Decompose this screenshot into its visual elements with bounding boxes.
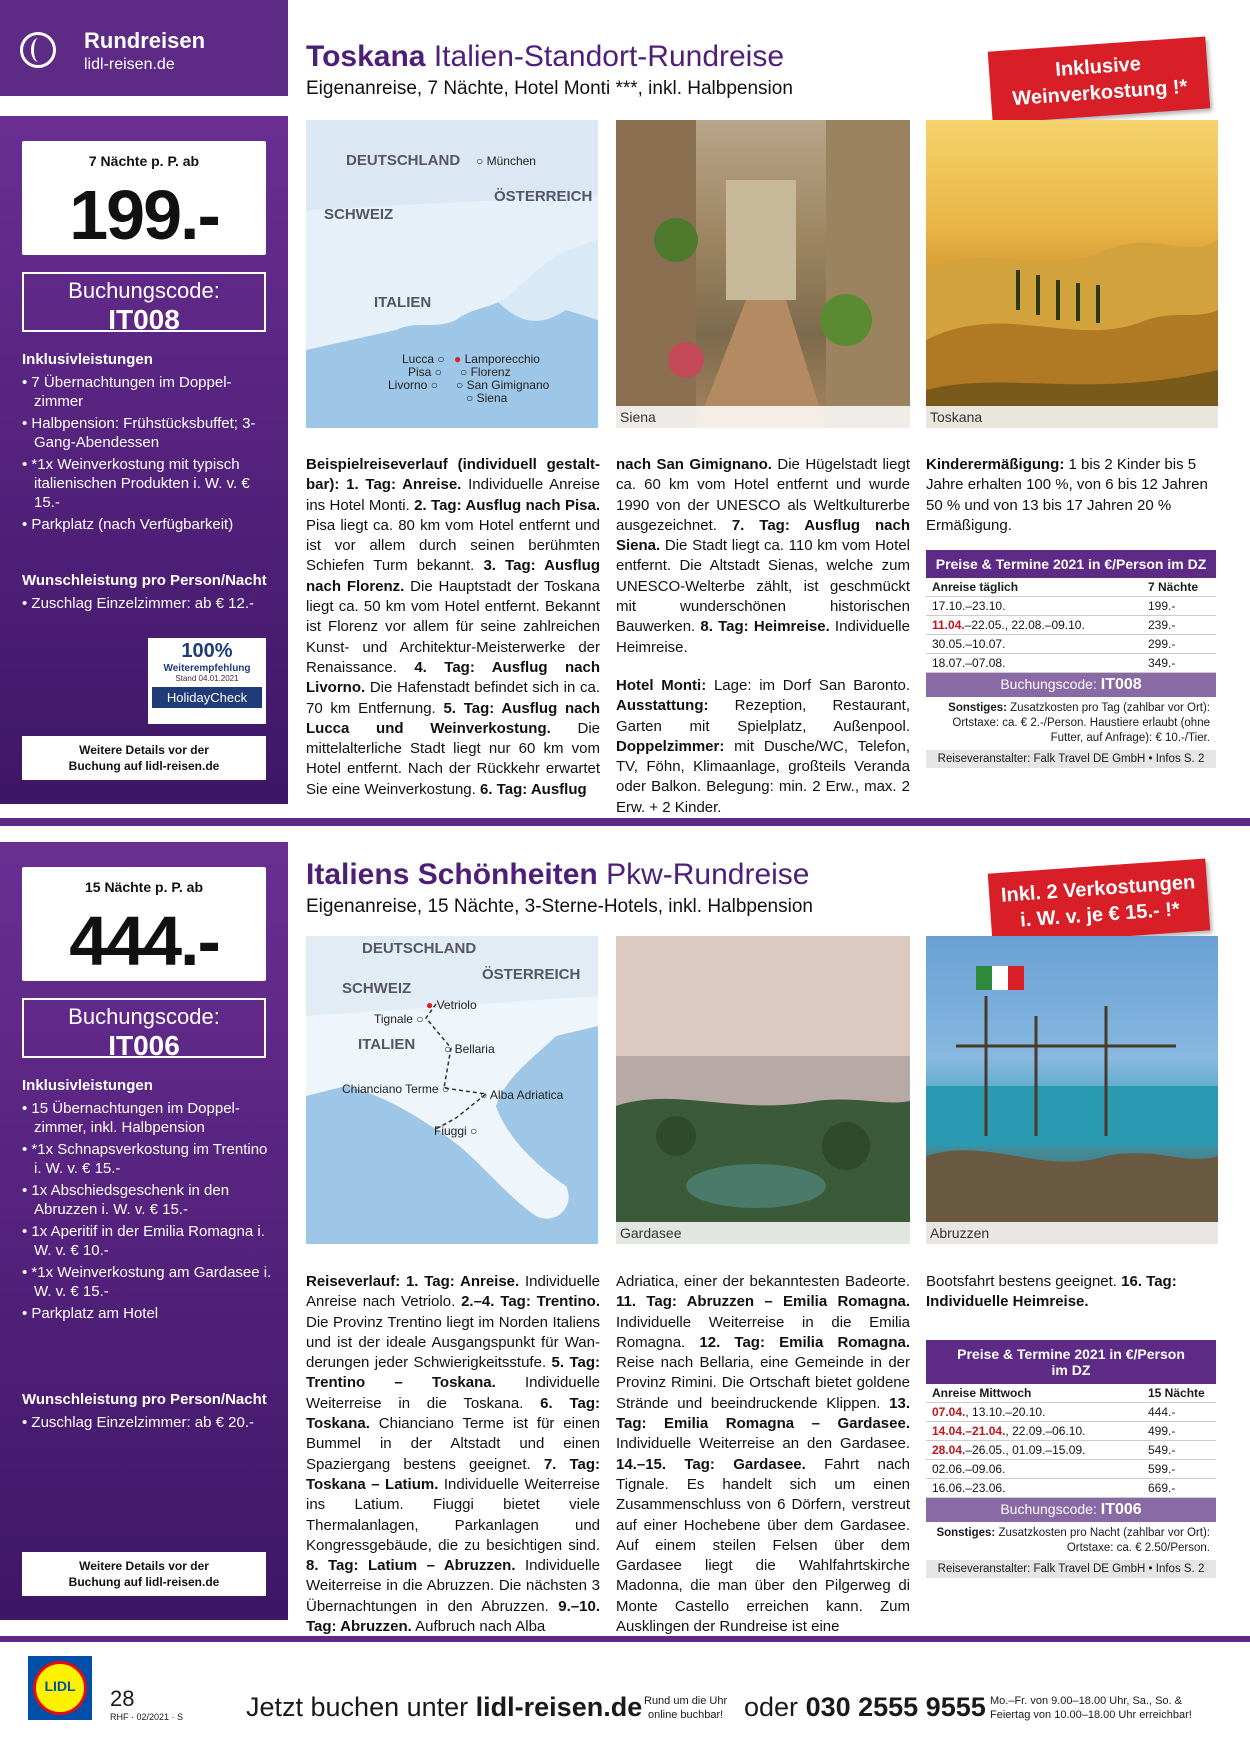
offer2-booking-code-box	[22, 998, 266, 1061]
table-rows	[926, 1403, 1216, 1498]
hotel-text: Hotel Monti: Lage: im Dorf San Baronto. Ausstattung: Rezeption, Restaurant, Garten mit Spielplatz, Außenpool. Doppelzimmer: mit Dusche/WC, Telefon, TV, Föhn, Klimaanlage, großteils Veranda oder Balkon. Belegung: min. 2 Erw., max. 2 Erw. + 2 Kinder.	[616, 677, 910, 816]
itinerary-text: nach San Gimignano. Die Hügelstadt liegt ca. 60 km vom Hotel entfernt und wurde 1990 von der UNESCO als Weltkulturerbe ausgezeichnet. 7. Tag: Ausflug nach Siena. Die Stadt liegt ca. 110 km vom Hotel entfernt. Die Altstadt Sienas, welche zum UNESCO-Welterbe zählt, ist geschmückt mit wunderschönen historischen Bauwerken. 8. Tag: Heimreise. Individuelle Heimreise.	[616, 456, 910, 656]
page-code: RHF · 02/2021 · S	[110, 1712, 184, 1722]
photo-caption: Abruzzen	[926, 1222, 1218, 1244]
photo-illustration	[616, 936, 910, 1244]
table-booking-code: Buchungscode: IT006	[926, 1498, 1216, 1522]
offer2-itinerary-col1	[306, 1272, 600, 1637]
holidaycheck-brand: HolidayCheck	[152, 687, 262, 708]
photo-illustration	[926, 120, 1218, 428]
offer1-price-box	[22, 141, 266, 255]
table-rows	[926, 597, 1216, 673]
table-other: Sonstiges: Zusatzkosten pro Nacht (zahlbar vor Ort): Ortstaxe: ca. € 2.50/Person.	[936, 1527, 1210, 1554]
details-line: Weitere Details vor der	[79, 743, 209, 757]
phone-number[interactable]: 030 2555 9555	[805, 1692, 986, 1722]
inclusive-title: Inklusivleistungen	[22, 1077, 153, 1094]
photo-illustration	[926, 936, 1218, 1244]
itinerary-text: Adriatica, einer der bekanntesten Badeorte. 11. Tag: Abruzzen – Emilia Romagna. Individuelle Weiterreise in die Emilia Romagna. 12. Tag: Emilia Romagna. Reise nach Bellaria, eine Gemeinde in der Provinz Rimini. Die Ortschaft bietet goldene Strände und beeindruckende Klippen. 13. Tag: Emilia Romagna – Gardasee. Individuelle Weiterreise an den Gardasee. 14.–15. Tag: Gardasee. Fahrt nach Tignale. Es handelt sich um einen Zusammenschluss von 6 Dörfern, verstreut auf einer Hochebene über dem Gardasee. Auf einem steilen Felsen über dem Gardasee liegt die Wahlfahrtskirche Madonna, die man über den Pilgerweg di Monte Castello erreichen kann. Zum Ausklingen der Rundreise ist eine	[616, 1273, 911, 1636]
inclusive-item: • Halbpension: Frühstücksbuffet; 3-Gang-Abendessen	[22, 414, 272, 452]
logo-circle	[33, 1661, 87, 1715]
map-country: SCHWEIZ	[342, 980, 412, 997]
map-city: Fiuggi ○	[434, 1124, 478, 1138]
itinerary-text: Bootsfahrt bestens geeignet. 16. Tag: Individuelle Heimreise.	[926, 1273, 1177, 1311]
price-value: 199.-	[69, 176, 219, 254]
map-city: ○ Bellaria	[444, 1042, 495, 1056]
title-rest: Pkw-Rundreise	[606, 858, 810, 891]
table-row: 28.04.–26.05., 01.09.–15.09. 549.-	[926, 1441, 1216, 1460]
offer2-title	[306, 858, 810, 892]
map-country: ITALIEN	[358, 1036, 416, 1053]
price-label: 7 Nächte p. P. ab	[88, 153, 200, 169]
inclusive-item: • Parkplatz (nach Verfügbarkeit)	[22, 515, 272, 534]
footer-cta: Jetzt buchen unter lidl-reisen.de	[246, 1692, 643, 1722]
map-country: SCHWEIZ	[324, 206, 394, 223]
map-city: Chianciano Terme ○	[342, 1082, 450, 1096]
map-city: Pisa ○	[408, 365, 442, 379]
inclusive-item: • *1x Weinverkostung mit typisch italienischen Produkten i. W. v. € 15.-	[22, 455, 272, 512]
offer1-itinerary-col1	[306, 455, 600, 800]
title-bold: Italiens Schönheiten	[306, 858, 598, 891]
offer2-itinerary-col3	[926, 1272, 1218, 1313]
price-value: 444.-	[69, 902, 219, 980]
details-line: Buchung auf lidl-reisen.de	[68, 759, 220, 773]
wish-item: • Zuschlag Einzelzimmer: ab € 12.-	[22, 595, 255, 612]
inclusive-item: • Parkplatz am Hotel	[22, 1304, 272, 1323]
offer1-booking-code-box	[22, 272, 266, 335]
offer2-details-link[interactable]	[22, 1552, 266, 1596]
globe-icon	[20, 32, 56, 68]
inclusive-item: • 1x Abschiedsgeschenk in den Abruzzen i. W. v. € 15.-	[22, 1181, 272, 1219]
itinerary-text: Reiseverlauf: 1. Tag: Anreise. Individuelle Anreise nach Vetriolo. 2.–4. Tag: Trentino. Die Provinz Trentino liegt im Norden Italiens und ist der ideale Ausgangspunkt für Wanderungen jeder Schwierigkeitsstufe. 5. Tag: Trentino – Toskana. Individuelle Weiterreise in die Toskana. 6. Tag: Toskana. Chianciano Terme ist für einen Bummel in der Altstadt und einen Spaziergang bestens geeignet. 7. Tag: Toskana – Latium. Individuelle Weiterreise ins Latium. Fiuggi bietet viele Thermalanlagen, Parkanlagen und Kongressgebäude, die zu besichtigen sind. 8. Tag: Latium – Abruzzen. Individuelle Weiterreise in die Abruzzen. Die nächsten 3 Übernachtungen in den Abruzzen. 9.–10. Tag: Abruzzen. Aufbruch nach Alba	[306, 1273, 601, 1636]
inclusive-item: • *1x Weinverkostung am Gardasee i. W. v. € 15.-	[22, 1263, 272, 1301]
section-title: Rundreisen	[84, 28, 206, 53]
table-row: 14.04.–21.04., 22.09.–06.10. 499.-	[926, 1422, 1216, 1441]
lidl-logo[interactable]	[28, 1656, 92, 1720]
offer1-map	[306, 120, 598, 428]
table-row: 07.04., 13.10.–20.10. 444.-	[926, 1403, 1216, 1422]
wish-item: • Zuschlag Einzelzimmer: ab € 20.-	[22, 1414, 255, 1431]
table-booking-code: Buchungscode: IT008	[926, 673, 1216, 697]
offer2-price-box	[22, 867, 266, 981]
table-row: 11.04.–22.05., 22.08.–09.10. 239.-	[926, 616, 1216, 635]
map-city: ○ Alba Adriatica	[480, 1088, 564, 1102]
table-header: Anreise täglich 7 Nächte	[926, 578, 1216, 597]
section-divider	[0, 818, 1250, 826]
inclusive-item: • *1x Schnapsverkostung im Trentino i. W. v. € 15.-	[22, 1140, 272, 1178]
inclusive-item: • 15 Übernachtungen im Doppelzimmer, inkl. Halbpension	[22, 1099, 272, 1137]
footer-phone: oder 030 2555 9555	[744, 1692, 986, 1722]
table-row: 02.06.–09.06. 599.-	[926, 1460, 1216, 1479]
table-header: Anreise Mittwoch 15 Nächte	[926, 1384, 1216, 1403]
footer-divider	[0, 1636, 1250, 1642]
offer1-hotel-text	[616, 676, 910, 818]
map-country: ÖSTERREICH	[482, 966, 581, 983]
offer2-photo-abruzzen	[926, 936, 1218, 1244]
footer-url[interactable]: lidl-reisen.de	[475, 1692, 643, 1722]
photo-caption: Toskana	[926, 406, 1218, 428]
title-bold: Toskana	[306, 40, 426, 73]
details-line: Weitere Details vor der	[79, 1559, 209, 1573]
offer1-wish	[22, 571, 272, 613]
offer2-wish	[22, 1390, 272, 1432]
itinerary-text: Beispielreiseverlauf (individuell gestaltbar): 1. Tag: Anreise. Individuelle Anreise ins Hotel Monti. 2. Tag: Ausflug nach Pisa. Pisa liegt ca. 80 km vom Hotel entfernt und ist vor allem durch seinen berühmten Schiefen Turm bekannt. 3. Tag: Ausflug nach Florenz. Die Hauptstadt der Toskana liegt ca. 50 km vom Hotel entfernt. Bekannt ist Florenz vor allem für seine zahlreichen Kunst- und Architektur-Meisterwerke der Renaissance. 4. Tag: Ausflug nach Livorno. Die Hafenstadt befindet sich in ca. 70 km Entfernung. 5. Tag: Ausflug nach Lucca und Weinverkostung. Die mittelalterliche Stadt liegt nur 60 km vom Hotel entfernt. Nach der Rückkehr erwartet Sie eine Weinverkostung. 6. Tag: Ausflug	[306, 456, 600, 798]
ribbon-line: i. W. v. je € 15.- !*	[1019, 898, 1181, 932]
map-country: DEUTSCHLAND	[362, 940, 477, 957]
inclusive-title: Inklusivleistungen	[22, 351, 153, 368]
inclusive-item: • 7 Übernachtungen im Doppelzimmer	[22, 373, 272, 411]
booking-label: Buchungscode:	[68, 1004, 220, 1029]
inclusive-item: • 1x Aperitif in der Emilia Romagna i. W. v. € 10.-	[22, 1222, 272, 1260]
price-label: 15 Nächte p. P. ab	[84, 879, 203, 895]
map-city: Livorno ○	[388, 378, 438, 392]
photo-caption: Gardasee	[616, 1222, 910, 1244]
booking-label: Buchungscode:	[68, 278, 220, 303]
map-city: Tignale ○	[374, 1012, 424, 1026]
table-title: Preise & Termine 2021 in €/Person im DZ	[926, 550, 1216, 578]
offer1-sidebar	[0, 116, 288, 804]
photo-caption: Siena	[616, 406, 910, 428]
offer2-map	[306, 936, 598, 1244]
map-city: ○ Florenz	[460, 365, 511, 379]
map-city: Lucca ○	[402, 352, 445, 366]
page-number: 28	[110, 1686, 135, 1711]
details-line: Buchung auf lidl-reisen.de	[68, 1575, 220, 1589]
table-row: 16.06.–23.06. 669.-	[926, 1479, 1216, 1498]
table-row: 30.05.–10.07. 299.-	[926, 635, 1216, 654]
map-city-start: ● Lamporecchio	[454, 352, 540, 366]
table-title: Preise & Termine 2021 in €/Person im DZ	[926, 1340, 1216, 1384]
offer1-ribbon	[988, 36, 1210, 123]
section-url[interactable]: lidl-reisen.de	[84, 56, 175, 73]
offer2-ribbon	[988, 858, 1210, 945]
wish-title: Wunschleistung pro Person/Nacht	[22, 1391, 267, 1408]
ribbon-line: Inklusive	[1054, 53, 1142, 81]
offer1-kids-text	[926, 455, 1218, 536]
map-country: DEUTSCHLAND	[346, 152, 461, 169]
holidaycheck-percent: 100%	[181, 640, 233, 662]
photo-illustration	[616, 120, 910, 428]
table-other: Sonstiges: Zusatzkosten pro Tag (zahlbar vor Ort): Ortstaxe: ca. € 2.-/Person. Haustiere erlaubt (ohne Futter, auf Anfrage): € 10.-/Tier.	[948, 702, 1210, 744]
kids-text: Kinderermäßigung: 1 bis 2 Kinder bis 5 Jahre erhalten 100 %, von 6 bis 12 Jahren 50 % und von 13 bis 17 Jahren 20 % Ermäßigung.	[926, 456, 1208, 534]
offer2-subtitle: Eigenanreise, 15 Nächte, 3-Sterne-Hotels, inkl. Halbpension	[306, 896, 813, 917]
offer1-inclusive	[22, 350, 272, 537]
offer2-price-table	[926, 1340, 1216, 1578]
map-city-start: ● Vetriolo	[426, 998, 477, 1012]
title-rest: Italien-Standort-Rundreise	[433, 40, 785, 73]
offer1-details-link[interactable]	[22, 736, 266, 780]
footer-hours: Mo.–Fr. von 9.00–18.00 Uhr, Sa., So. & Feiertag von 10.00–18.00 Uhr erreichbar!	[990, 1695, 1192, 1721]
table-operator: Reiseveranstalter: Falk Travel DE GmbH • Infos S. 2	[926, 1560, 1216, 1578]
offer1-price-table	[926, 550, 1216, 768]
map-city: ○ München	[476, 154, 536, 168]
ribbon-line: Weinverkostung !*	[1011, 75, 1189, 111]
offer1-itinerary-col2	[616, 455, 910, 658]
section-header	[0, 0, 288, 96]
table-row: 17.10.–23.10. 199.-	[926, 597, 1216, 616]
table-row: 18.07.–07.08. 349.-	[926, 654, 1216, 673]
offer2-sidebar	[0, 842, 288, 1620]
ribbon-line: Inkl. 2 Verkostungen	[1000, 871, 1196, 907]
offer1-photo-toskana	[926, 120, 1218, 428]
holidaycheck-badge	[148, 638, 266, 724]
offer2-itinerary-col2	[616, 1272, 910, 1637]
offer2-inclusive	[22, 1076, 272, 1326]
offer1-title	[306, 40, 784, 74]
wish-title: Wunschleistung pro Person/Nacht	[22, 572, 267, 589]
holidaycheck-date: Stand 04.01.2021	[175, 674, 239, 683]
footer-online: Rund um die Uhr online buchbar!	[644, 1695, 728, 1721]
map-city: ○ San Gimignano	[456, 378, 550, 392]
booking-code: IT008	[108, 304, 180, 335]
map-country: ITALIEN	[374, 294, 432, 311]
offer2-photo-gardasee	[616, 936, 910, 1244]
map-city: ○ Siena	[466, 391, 508, 405]
offer1-photo-siena	[616, 120, 910, 428]
map-country: ÖSTERREICH	[494, 188, 593, 205]
holidaycheck-label: Weiterempfehlung	[163, 663, 251, 674]
logo-text: LIDL	[44, 1678, 76, 1694]
offer1-subtitle: Eigenanreise, 7 Nächte, Hotel Monti ***, inkl. Halbpension	[306, 78, 793, 99]
table-operator: Reiseveranstalter: Falk Travel DE GmbH • Infos S. 2	[926, 750, 1216, 768]
booking-code: IT006	[108, 1030, 180, 1061]
